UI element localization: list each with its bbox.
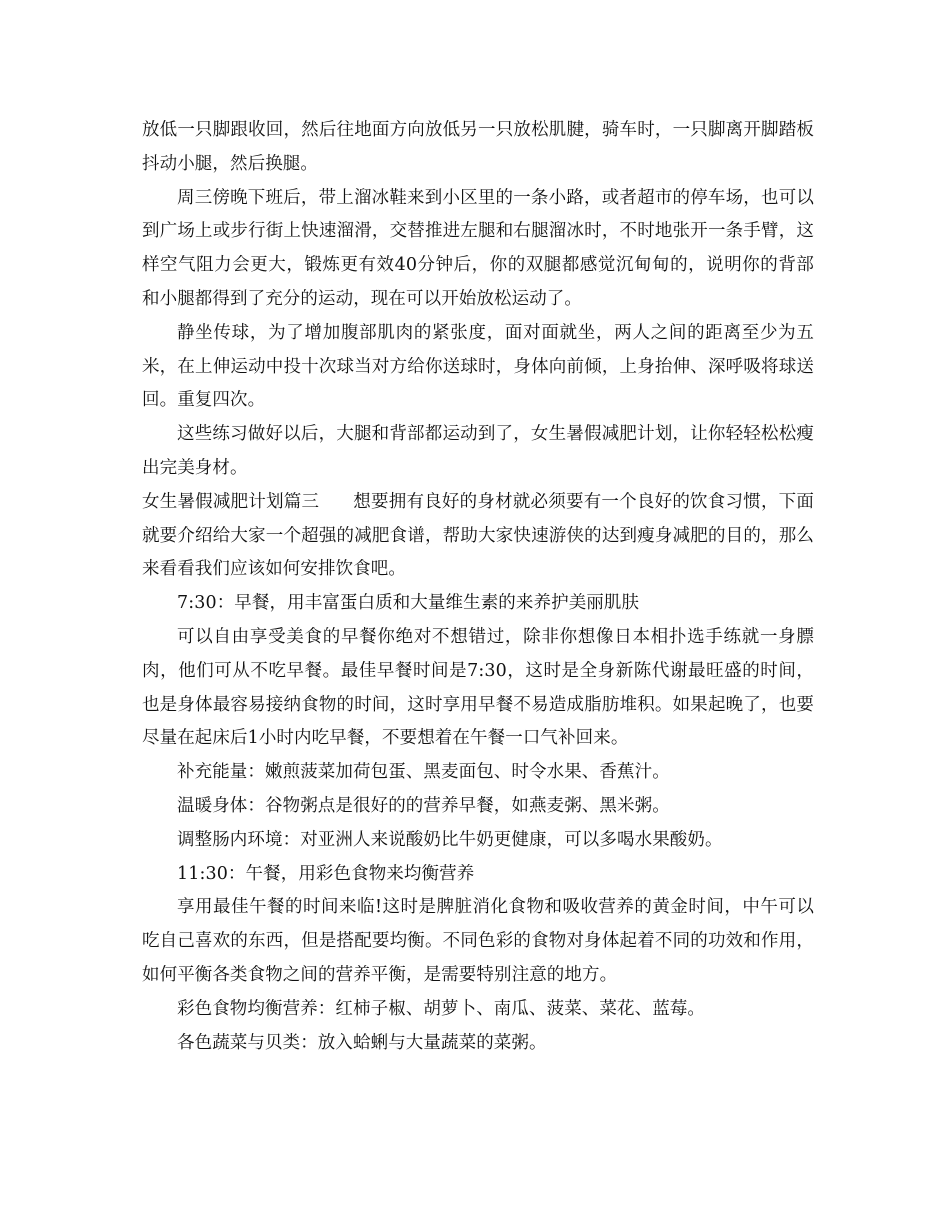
meal-heading: 7:30：早餐，用丰富蛋白质和大量维生素的来养护美丽肌肤 <box>177 593 640 614</box>
paragraph: 享用最佳午餐的时间来临!这时是脾脏消化食物和吸收营养的黄金时间，中午可以吃自己喜欢的东西，但是搭配要均衡。不同色彩的食物对身体起着不同的功效和作用，如何平衡各类食物之间的营养平衡，是需要特别注意的地方。 <box>142 897 814 985</box>
section-paragraph <box>142 486 814 587</box>
paragraph: 这些练习做好以后，大腿和背部都运动到了，女生暑假减肥计划，让你轻轻松松瘦出完美身材。 <box>142 424 814 478</box>
list-item: 调整肠内环境：对亚洲人来说酸奶比牛奶更健康，可以多喝水果酸奶。 <box>177 829 723 850</box>
list-item: 补充能量：嫩煎菠菜加荷包蛋、黑麦面包、时令水果、香蕉汁。 <box>177 762 670 783</box>
paragraph: 静坐传球，为了增加腹部肌肉的紧张度，面对面就坐，两人之间的距离至少为五米，在上伸运动中投十次球当对方给你送球时，身体向前倾，上身抬伸、深呼吸将球送回。重复四次。 <box>142 322 814 411</box>
paragraph: 周三傍晚下班后，带上溜冰鞋来到小区里的一条小路，或者超市的停车场，也可以到广场上或步行街上快速溜滑，交替推进左腿和右腿溜冰时，不时地张开一条手臂，这样空气阻力会更大，锻炼更有效40分钟后，你的双腿都感觉沉甸甸的，说明你的背部和小腿都得到了充分的运动，现在可以开始放松运动了。 <box>142 187 814 309</box>
list-item: 彩色食物均衡营养：红柿子椒、胡萝卜、南瓜、菠菜、菜花、蓝莓。 <box>177 998 705 1019</box>
list-item: 温暖身体：谷物粥点是很好的的营养早餐，如燕麦粥、黑米粥。 <box>177 795 670 816</box>
meal-heading: 11:30：午餐，用彩色食物来均衡营养 <box>177 863 475 884</box>
section-intro: 想要拥有良好的身材就必须要有一个良好的饮食习惯，下面就要介绍给大家一个超强的减肥食谱，帮助大家快速游侠的达到瘦身减肥的目的，那么来看看我们应该如何安排饮食吧。 <box>142 491 814 580</box>
list-item: 各色蔬菜与贝类：放入蛤蜊与大量蔬菜的菜粥。 <box>177 1032 547 1053</box>
document-page <box>142 114 814 1060</box>
paragraph: 放低一只脚跟收回，然后往地面方向放低另一只放松肌腱，骑车时，一只脚离开脚踏板抖动小腿，然后换腿。 <box>142 120 814 174</box>
paragraph: 可以自由享受美食的早餐你绝对不想错过，除非你想像日本相扑选手练就一身膘肉，他们可从不吃早餐。最佳早餐时间是7:30，这时是全身新陈代谢最旺盛的时间，也是身体最容易接纳食物的时间，这时享用早餐不易造成脂肪堆积。如果起晚了，也要尽量在起床后1小时内吃早餐，不要想着在午餐一口气补回来。 <box>142 626 814 749</box>
section-title: 女生暑假减肥计划篇三 <box>142 491 320 512</box>
